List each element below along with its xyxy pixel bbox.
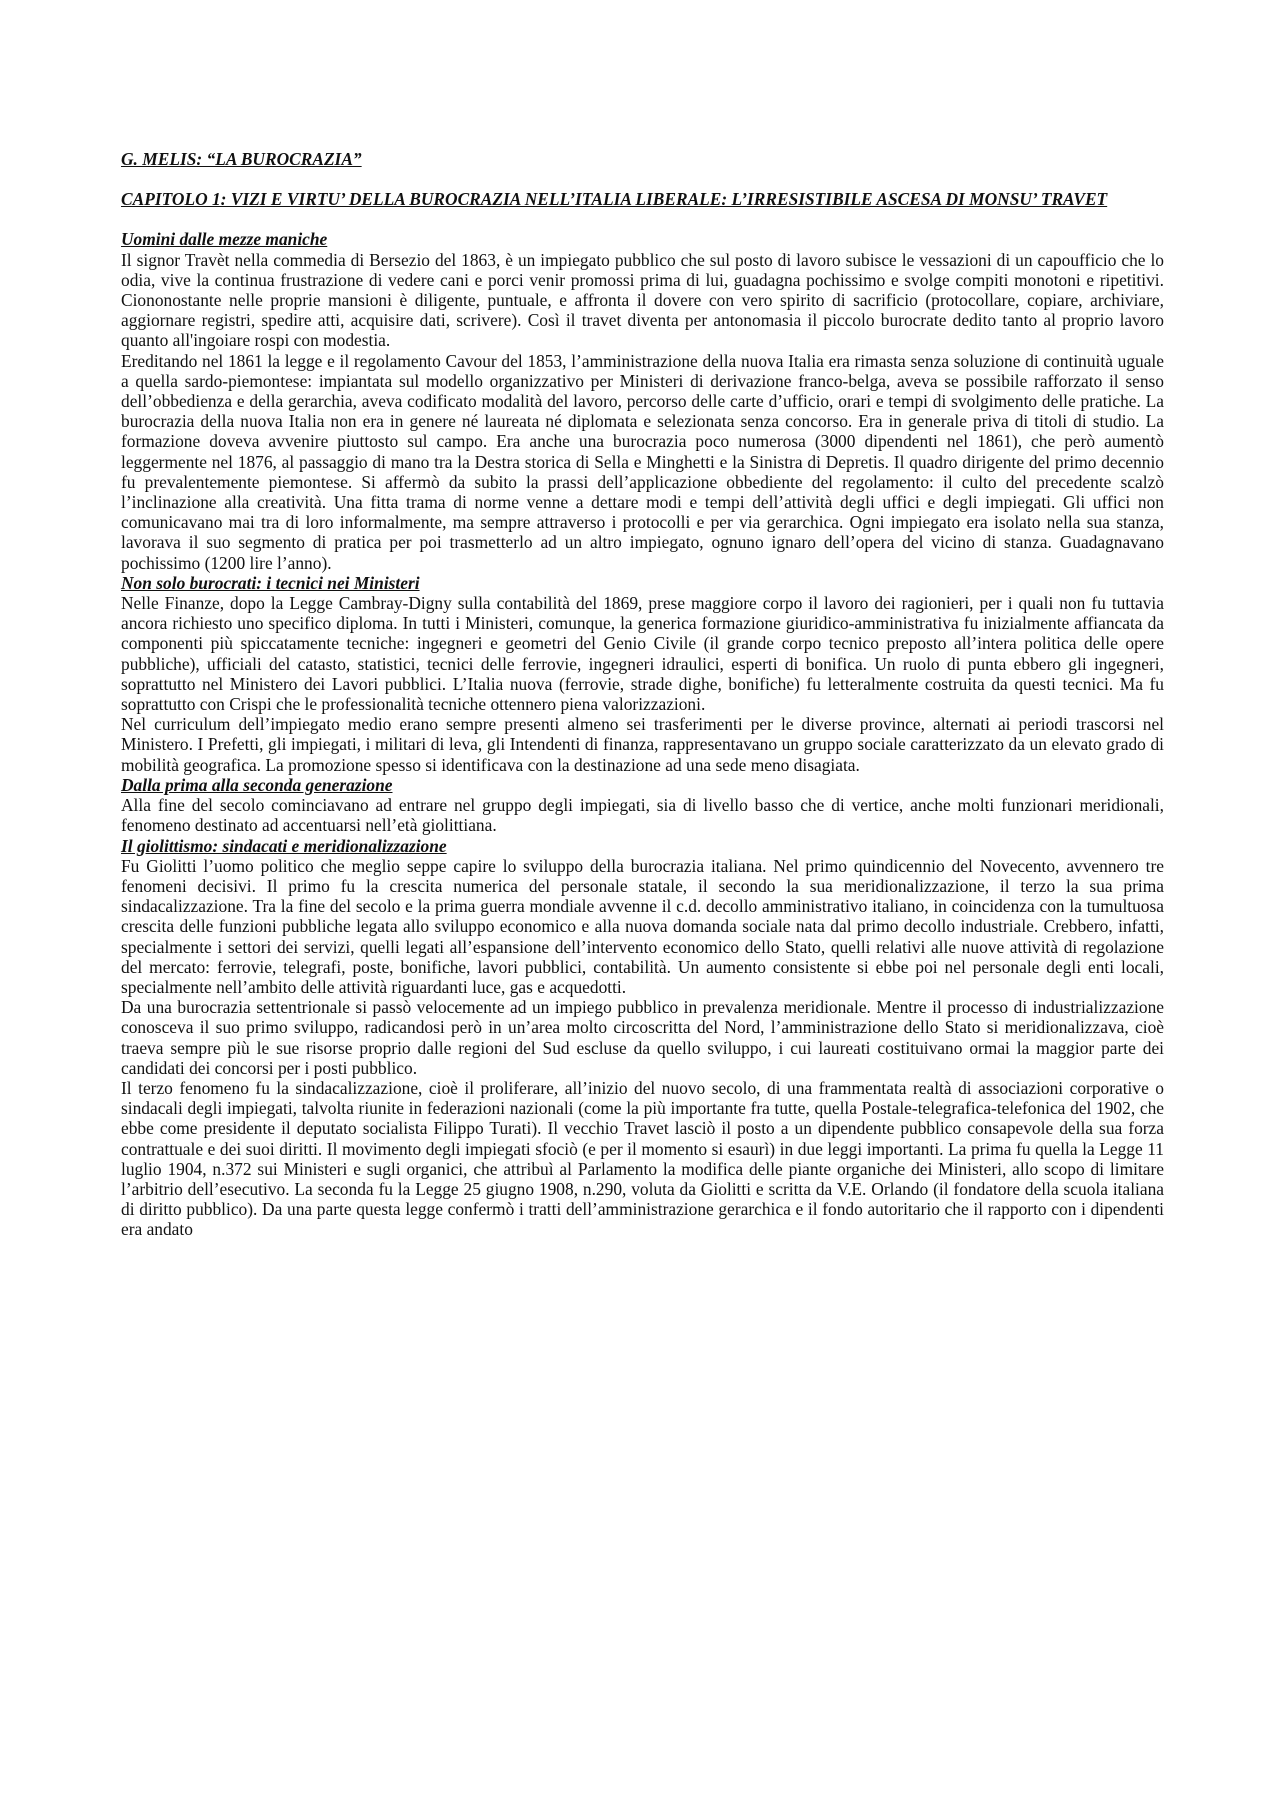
section-4: [121, 836, 1164, 1240]
paragraph: Il terzo fenomeno fu la sindacalizzazione, cioè il proliferare, all’inizio del nuovo secolo, di una frammentata realtà di associazioni corporative o sindacali degli impiegati, talvolta riunite in federazioni nazionali (come la più importante fra tutte, quella Postale-telegrafica-telefonica del 1902, che ebbe come presidente il deputato socialista Filippo Turati). Il vecchio Travet lasciò il posto a un dipendente pubblico consapevole della sua forza contrattuale e dei suoi diritti. Il movimento degli impiegati sfociò (e per il momento si esaurì) in due leggi importanti. La prima fu quella la Legge 11 luglio 1904, n.372 sui Ministeri e sugli organici, che attribuì al Parlamento la modifica delle piante organiche dei Ministeri, allo scopo di limitare l’arbitrio dell’esecutivo. La seconda fu la Legge 25 giugno 1908, n.290, voluta da Giolitti e scritta da V.E. Orlando (il fondatore della scuola italiana di diritto pubblico). Da una parte questa legge confermò i tratti dell’amministrazione gerarchica e il fondo autoritario che il rapporto con i dipendenti era andato: [121, 1077, 1164, 1240]
section-heading: Il giolittismo: sindacati e meridionalizzazione: [121, 835, 447, 856]
paragraph: Fu Giolitti l’uomo politico che meglio seppe capire lo sviluppo della burocrazia italiana. Nel primo quindicennio del Novecento, avvennero tre fenomeni decisivi. Il primo fu la crescita numerica del personale statale, il secondo la sua meridionalizzazione, il terzo la sua prima sindacalizzazione. Tra la fine del secolo e la prima guerra mondiale avvenne il c.d. decollo amministrativo italiano, in coincidenza con la tumultuosa crescita delle funzioni pubbliche legata allo sviluppo economico e alla nuova domanda sociale nata dal primo decollo industriale. Crebbero, infatti, specialmente i settori dei servizi, quelli legati all’espansione dell’intervento economico dello Stato, quelli relativi alle nuove attività di regolazione del mercato: ferrovie, telegrafi, poste, bonifiche, lavori pubblici, contabilità. Un aumento consistente si ebbe poi nel personale degli enti locali, specialmente nell’ambito delle attività riguardanti luce, gas e acquedotti.: [121, 855, 1164, 997]
section-3: [121, 775, 1164, 836]
document-page: [121, 149, 1164, 1240]
section-heading: Dalla prima alla seconda generazione: [121, 774, 393, 795]
paragraph: Nelle Finanze, dopo la Legge Cambray-Digny sulla contabilità del 1869, prese maggiore corpo il lavoro dei ragionieri, per i quali non fu tuttavia ancora richiesto uno specifico diploma. In tutti i Ministeri, comunque, la generica formazione giuridico-amministrativa fu inizialmente affiancata da componenti più spiccatamente tecniche: ingegneri e geometri del Genio Civile (il grande corpo tecnico preposto all’intera politica delle opere pubbliche), ufficiali del catasto, statistici, tecnici delle ferrovie, ingegneri idraulici, esperti di bonifica. Un ruolo di punta ebbero gli ingegneri, soprattutto nel Ministero dei Lavori pubblici. L’Italia nuova (ferrovie, strade dighe, bonifiche) fu letteralmente costruita da questi tecnici. Ma fu soprattutto con Crispi che le professionalità tecniche ottennero piena valorizzazioni.: [121, 593, 1164, 715]
document-title: G. MELIS: “LA BUROCRAZIA”: [121, 149, 362, 169]
section-2: [121, 573, 1164, 775]
paragraph: Da una burocrazia settentrionale si passò velocemente ad un impiego pubblico in prevalenza meridionale. Mentre il processo di industrializzazione conosceva il suo primo sviluppo, radicandosi però in un’area molto circoscritta del Nord, l’amministrazione dello Stato si meridionalizzava, cioè traeva sempre più le sue risorse proprio dalle regioni del Sud escluse da quello sviluppo, i cui laureati costituivano ormai la maggior parte dei candidati dei concorsi per i posti pubblico.: [121, 997, 1164, 1078]
paragraph: Nel curriculum dell’impiegato medio erano sempre presenti almeno sei trasferimenti per le diverse province, alternati ai periodi trascorsi nel Ministero. I Prefetti, gli impiegati, i militari di leva, gli Intendenti di finanza, rappresentavano un gruppo sociale caratterizzato da un elevato grado di mobilità geografica. La promozione spesso si identificava con la destinazione ad una sede meno disagiata.: [121, 714, 1164, 775]
chapter-title: CAPITOLO 1: VIZI E VIRTU’ DELLA BUROCRAZIA NELL’ITALIA LIBERALE: L’IRRESISTIBILE ASCESA DI MONSU’ TRAVET: [121, 189, 1108, 210]
section-heading: Uomini dalle mezze maniche: [121, 229, 328, 250]
paragraph: Ereditando nel 1861 la legge e il regolamento Cavour del 1853, l’amministrazione della nuova Italia era rimasta senza soluzione di continuità uguale a quella sardo-piemontese: impiantata sul modello organizzativo per Ministeri di derivazione franco-belga, aveva se possibile rafforzato il senso dell’obbedienza e della gerarchia, aveva codificato modalità del lavoro, percorso delle carte d’ufficio, orari e tempi di svolgimento delle pratiche. La burocrazia della nuova Italia non era in genere né laureata né diplomata e selezionata senza concorso. Era in generale priva di titoli di studio. La formazione doveva avvenire piuttosto sul campo. Era anche una burocrazia poco numerosa (3000 dipendenti nel 1861), che però aumentò leggermente nel 1876, al passaggio di mano tra la Destra storica di Sella e Minghetti e la Sinistra di Depretis. Il quadro dirigente del primo decennio fu prevalentemente piemontese. Si affermò da subito la prassi dell’applicazione obbediente del regolamento: il culto del precedente scalzò l’inclinazione alla creatività. Una fitta trama di norme venne a dettare modi e tempi dell’attività degli uffici e degli impiegati. Gli uffici non comunicavano mai tra di loro informalmente, ma sempre attraverso i protocolli e per via gerarchica. Ogni impiegato era isolato nella sua stanza, lavorava il suo segmento di pratica per poi trasmetterlo ad un altro impiegato, ognuno ignaro dell’opera del vicino di stanza. Guadagnavano pochissimo (1200 lire l’anno).: [121, 350, 1164, 573]
paragraph: Il signor Travèt nella commedia di Bersezio del 1863, è un impiegato pubblico che sul posto di lavoro subisce le vessazioni di un capoufficio che lo odia, vive la continua frustrazione di vedere cani e porci venir promossi prima di lui, guadagna pochissimo e svolge compiti monotoni e ripetitivi. Ciononostante nelle proprie mansioni è diligente, puntuale, e affronta il dovere con vero spirito di sacrificio (protocollare, copiare, archiviare, aggiornare registri, spedire atti, acquisire dati, scrivere). Così il travet diventa per antonomasia il piccolo burocrate dedito tanto al proprio lavoro quanto all'ingoiare rospi con modestia.: [121, 249, 1164, 351]
section-1: [121, 229, 1164, 572]
paragraph: Alla fine del secolo cominciavano ad entrare nel gruppo degli impiegati, sia di livello basso che di vertice, anche molti funzionari meridionali, fenomeno destinato ad accentuarsi nell’età giolittiana.: [121, 795, 1164, 836]
section-heading: Non solo burocrati: i tecnici nei Ministeri: [121, 572, 420, 593]
